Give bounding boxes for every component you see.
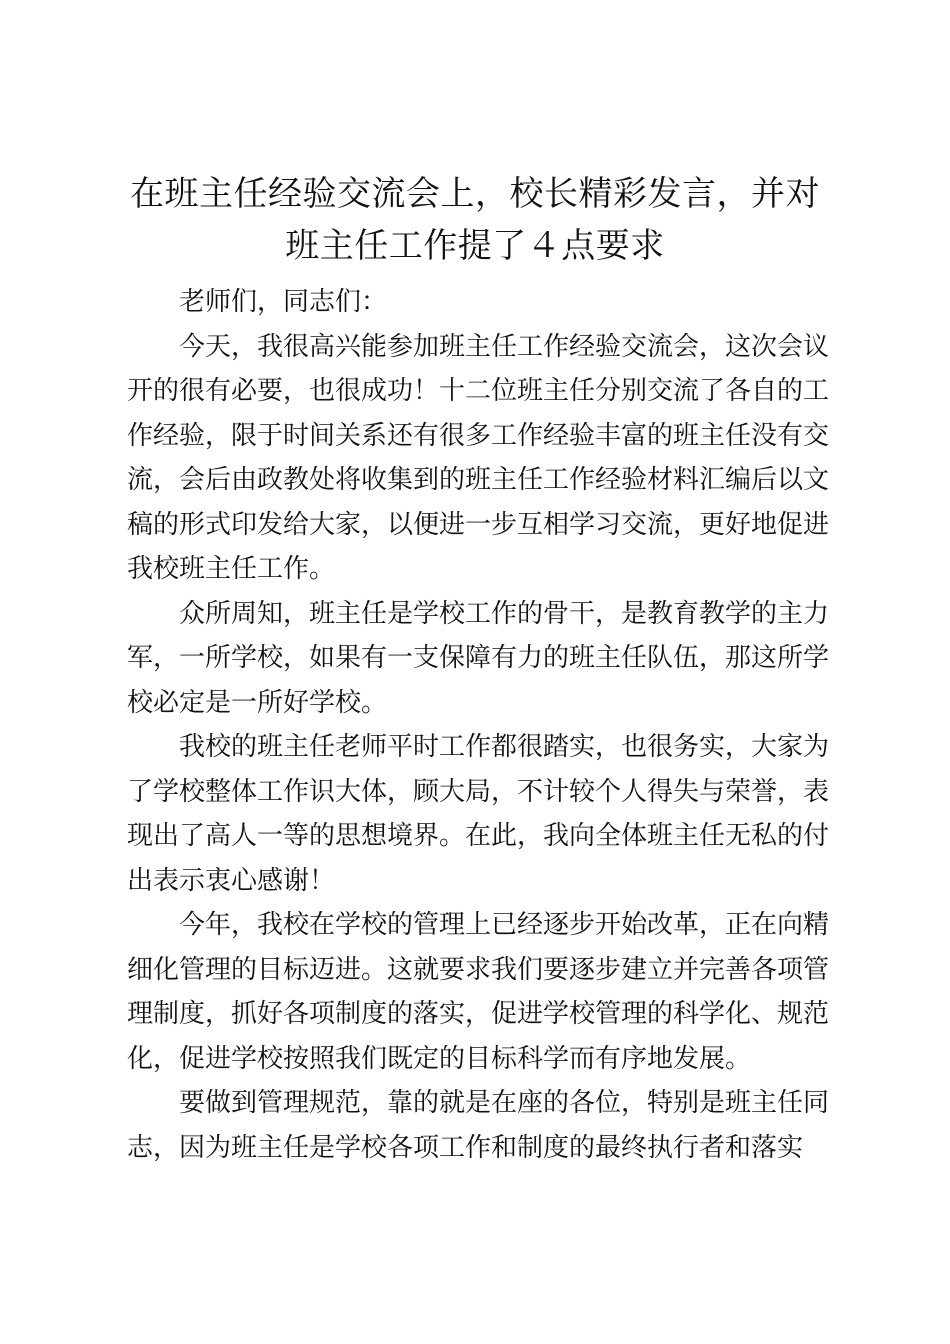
- paragraph-line: 校必定是一所好学校。: [127, 687, 388, 718]
- paragraph: [127, 1081, 833, 1170]
- paragraph-line: 老师们，同志们：: [179, 287, 388, 317]
- paragraph-line: 细化管理的目标迈进。这就要求我们要逐步建立并完善各项管: [127, 954, 830, 985]
- paragraph-line: 今天，我很高兴能参加班主任工作经验交流会，这次会议: [179, 331, 830, 362]
- paragraph-line: 稿的形式印发给大家，以便进一步互相学习交流，更好地促进: [127, 509, 830, 540]
- paragraph-line: 今年，我校在学校的管理上已经逐步开始改革，正在向精: [179, 910, 830, 940]
- paragraph: [127, 592, 833, 726]
- title-line: 班主任工作提了４点要求: [285, 226, 665, 266]
- paragraph: [127, 725, 833, 903]
- paragraph-line: 理制度，抓好各项制度的落实，促进学校管理的科学化、规范: [127, 999, 830, 1029]
- document-body: [127, 280, 833, 1170]
- paragraph-line: 我校的班主任老师平时工作都很踏实，也很务实，大家为: [179, 732, 830, 762]
- paragraph-line: 军，一所学校，如果有一支保障有力的班主任队伍，那这所学: [127, 643, 830, 673]
- paragraph-greeting: [127, 280, 833, 325]
- paragraph-line: 开的很有必要，也很成功！十二位班主任分别交流了各自的工: [127, 376, 830, 406]
- document-title: [120, 168, 830, 272]
- paragraph-line: 志，因为班主任是学校各项工作和制度的最终执行者和落实: [127, 1132, 804, 1163]
- paragraph-line: 化，促进学校按照我们既定的目标科学而有序地发展。: [127, 1043, 752, 1074]
- paragraph-line: 众所周知，班主任是学校工作的骨干，是教育教学的主力: [179, 598, 830, 629]
- paragraph-line: 现出了高人一等的思想境界。在此，我向全体班主任无私的付: [127, 821, 830, 851]
- paragraph-line: 我校班主任工作。: [127, 554, 336, 584]
- paragraph: [127, 325, 833, 592]
- paragraph-line: 了学校整体工作识大体，顾大局，不计较个人得失与荣誉，表: [127, 776, 830, 807]
- paragraph: [127, 903, 833, 1081]
- paragraph-line: 作经验，限于时间关系还有很多工作经验丰富的班主任没有交: [127, 420, 830, 451]
- title-line: 在班主任经验交流会上，校长精彩发言，并对: [130, 174, 820, 214]
- paragraph-line: 出表示衷心感谢！: [127, 865, 336, 896]
- paragraph-line: 流，会后由政教处将收集到的班主任工作经验材料汇编后以文: [127, 465, 830, 495]
- paragraph-line: 要做到管理规范，靠的就是在座的各位，特别是班主任同: [179, 1088, 830, 1118]
